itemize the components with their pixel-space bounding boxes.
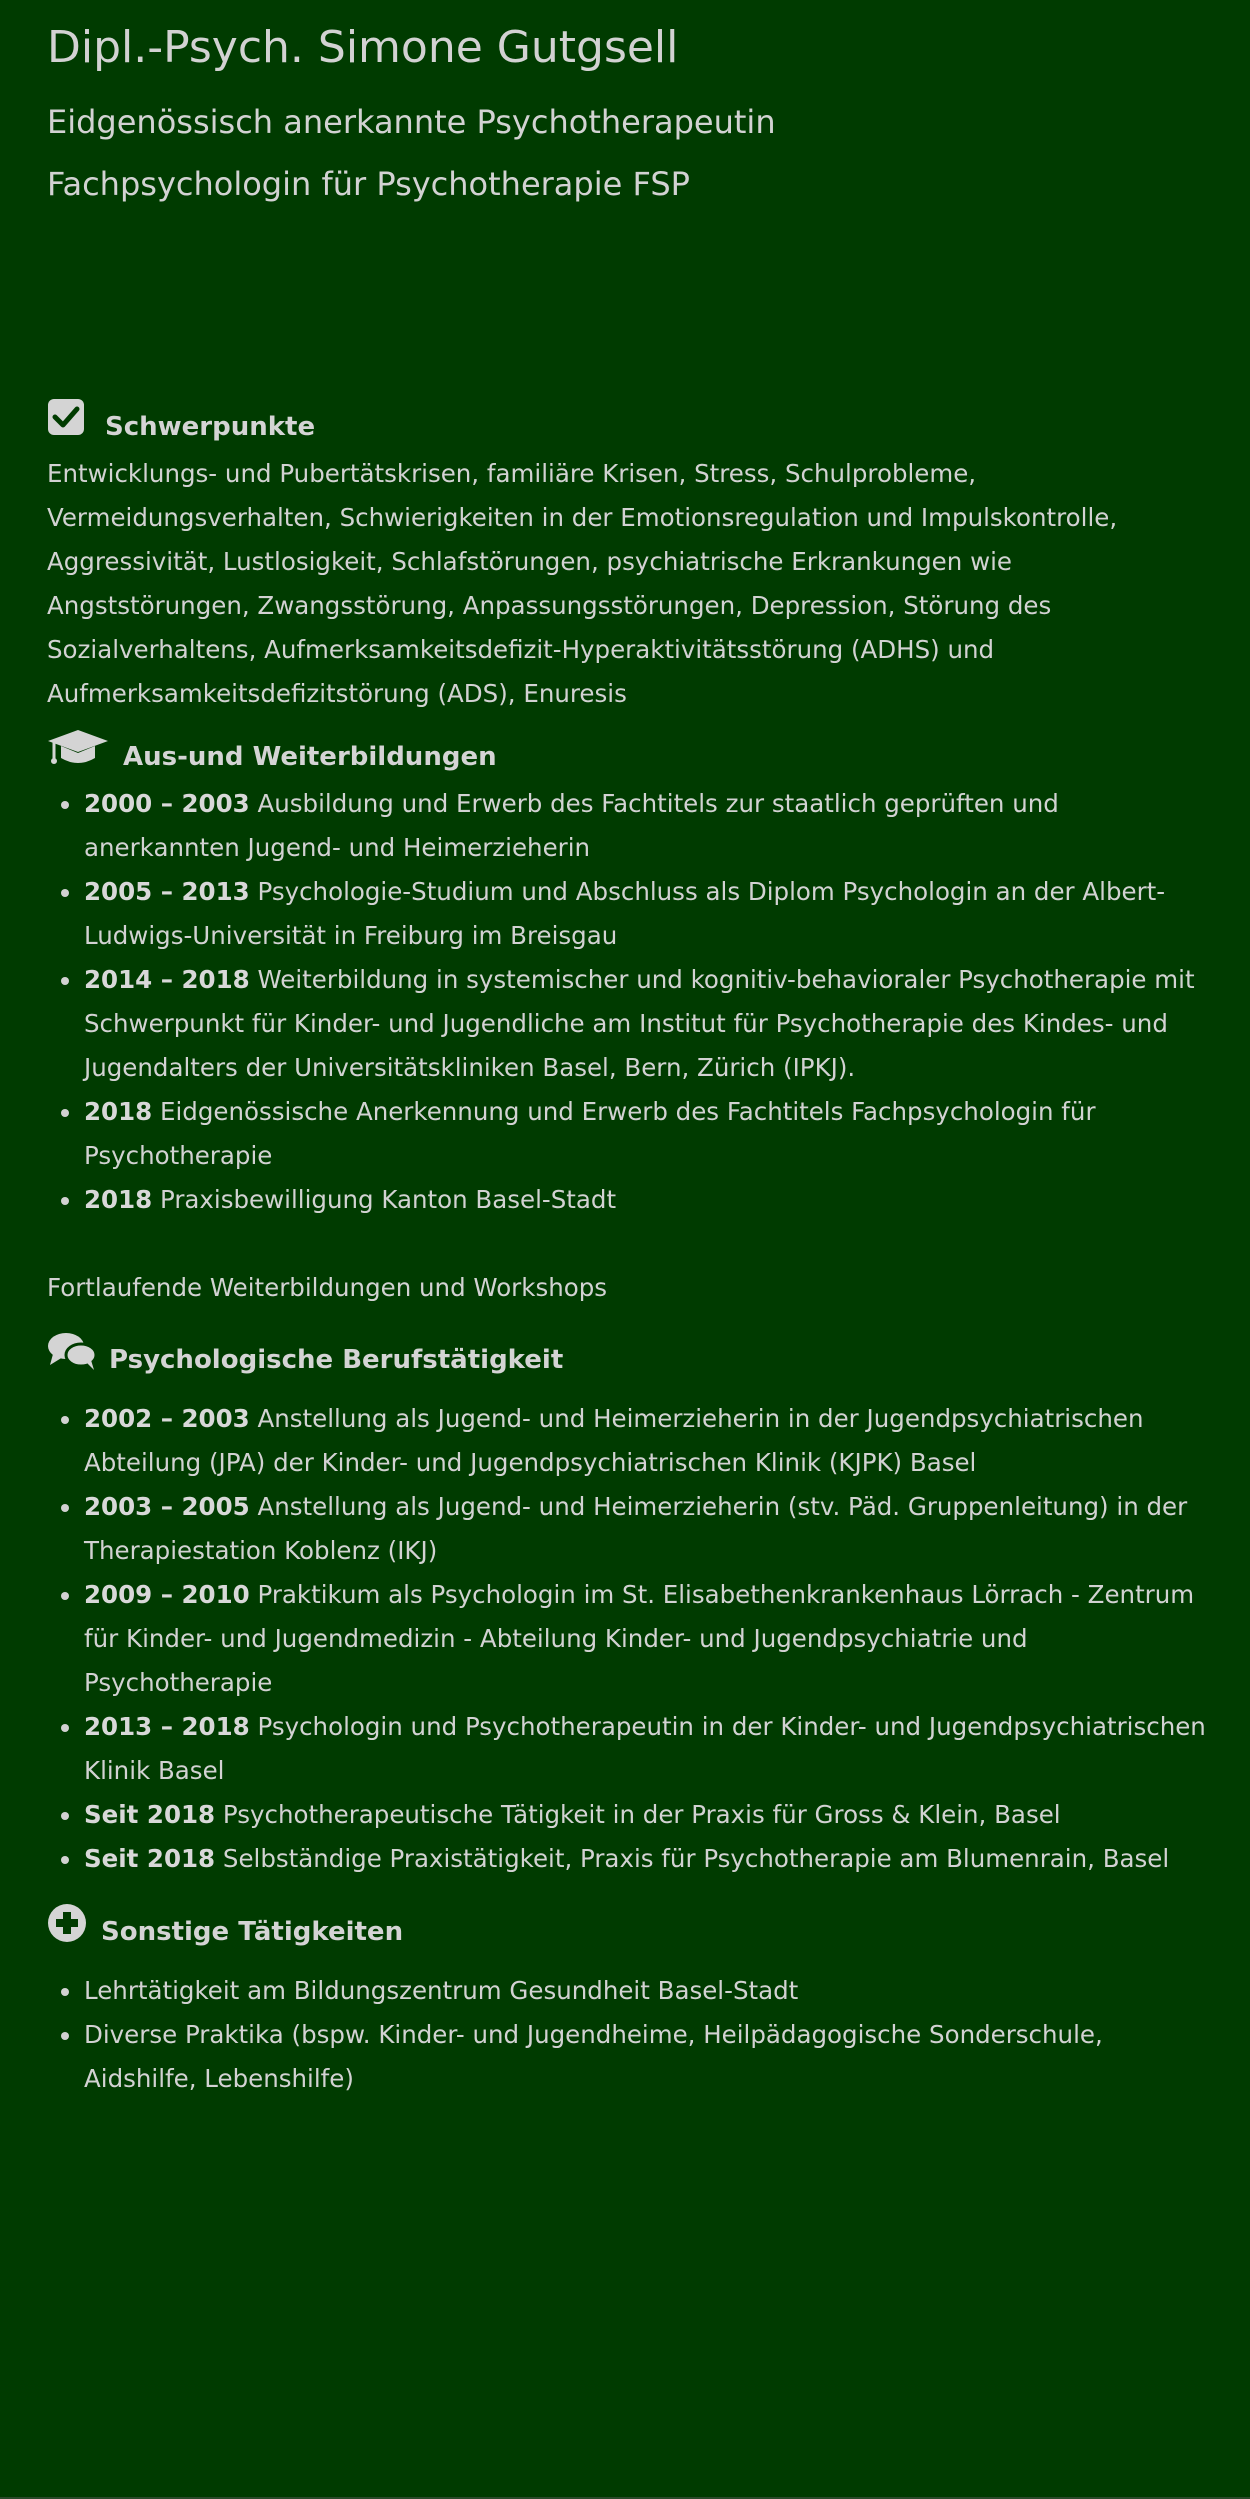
item-period: 2003 – 2005 xyxy=(84,1492,250,1521)
career-list xyxy=(47,1397,1207,1881)
subtitle-fsp: Fachpsychologin für Psychotherapie FSP xyxy=(47,165,690,203)
section-career xyxy=(47,1327,1207,1881)
graduation-cap-icon xyxy=(47,728,109,768)
item-text: Lehrtätigkeit am Bildungszentrum Gesundheit Basel-Stadt xyxy=(84,1976,799,2005)
item-period: 2002 – 2003 xyxy=(84,1404,250,1433)
item-text: Diverse Praktika (bspw. Kinder- und Jugendheime, Heilpädagogische Sonderschule, Aidshilfe, Lebenshilfe) xyxy=(84,2020,1103,2093)
item-text: Psychologin und Psychotherapeutin in der Kinder- und Jugendpsychiatrischen Klinik Basel xyxy=(84,1712,1206,1785)
section-title-other: Sonstige Tätigkeiten xyxy=(101,1917,404,1947)
section-heading xyxy=(47,394,1207,444)
section-focus xyxy=(47,394,1207,716)
education-list xyxy=(47,782,1207,1222)
item-text: Praktikum als Psychologin im St. Elisabethenkrankenhaus Lörrach - Zentrum für Kinder- und Jugendmedizin - Abteilung Kinder- und Jugendpsychiatrie und Psychotherapie xyxy=(84,1580,1195,1697)
list-item xyxy=(47,958,1207,1090)
item-text: Ausbildung und Erwerb des Fachtitels zur staatlich geprüften und anerkannten Jugend- und Heimerzieherin xyxy=(84,789,1059,862)
section-heading xyxy=(47,1327,1207,1377)
item-text: Anstellung als Jugend- und Heimerzieherin (stv. Päd. Gruppenleitung) in der Therapiestation Koblenz (IKJ) xyxy=(84,1492,1188,1565)
other-list xyxy=(47,1969,1207,2101)
subtitle-recognition: Eidgenössisch anerkannte Psychotherapeutin xyxy=(47,103,776,141)
list-item xyxy=(47,1485,1207,1573)
list-item xyxy=(47,1705,1207,1793)
section-other xyxy=(47,1899,1207,2101)
section-title-focus: Schwerpunkte xyxy=(105,412,316,442)
list-item xyxy=(47,1573,1207,1705)
list-item xyxy=(47,1793,1207,1837)
item-period: 2014 – 2018 xyxy=(84,965,250,994)
section-education xyxy=(47,724,1207,1310)
focus-text: Entwicklungs- und Pubertätskrisen, familiäre Krisen, Stress, Schulprobleme, Vermeidungsverhalten, Schwierigkeiten in der Emotionsregulation und Impulskontrolle, Aggressivität, Lustlosigkeit, Schlafstörungen, psychiatrische Erkrankungen wie Angststörungen, Zwangsstörung, Anpassungsstörungen, Depression, Störung des Sozialverhaltens, Aufmerksamkeitsdefizit-Hyperaktivitätsstörung (ADHS) und Aufmerksamkeitsdefizitstörung (ADS), Enuresis xyxy=(47,459,1118,708)
item-period: 2018 xyxy=(84,1097,153,1126)
item-text: Eidgenössische Anerkennung und Erwerb des Fachtitels Fachpsychologin für Psychotherapie xyxy=(84,1097,1096,1170)
plus-circle-icon xyxy=(47,1903,87,1943)
education-note: Fortlaufende Weiterbildungen und Workshops xyxy=(47,1273,608,1302)
page-title: Dipl.-Psych. Simone Gutgsell xyxy=(47,22,679,73)
section-title-education: Aus-und Weiterbildungen xyxy=(123,742,497,772)
item-period: Seit 2018 xyxy=(84,1800,216,1829)
list-item xyxy=(47,1090,1207,1178)
speech-bubbles-icon xyxy=(47,1331,97,1371)
list-item xyxy=(47,1178,1207,1222)
item-period: 2013 – 2018 xyxy=(84,1712,250,1741)
item-period: 2009 – 2010 xyxy=(84,1580,250,1609)
section-title-career: Psychologische Berufstätigkeit xyxy=(109,1345,564,1375)
list-item xyxy=(47,870,1207,958)
item-period: 2005 – 2013 xyxy=(84,877,250,906)
item-period: 2018 xyxy=(84,1185,153,1214)
section-heading xyxy=(47,1899,1207,1949)
item-period: Seit 2018 xyxy=(84,1844,216,1873)
item-text: Psychotherapeutische Tätigkeit in der Praxis für Gross & Klein, Basel xyxy=(222,1800,1061,1829)
list-item xyxy=(47,1837,1207,1881)
item-text: Psychologie-Studium und Abschluss als Diplom Psychologin an der Albert-Ludwigs-Universität in Freiburg im Breisgau xyxy=(84,877,1166,950)
item-text: Praxisbewilligung Kanton Basel-Stadt xyxy=(160,1185,617,1214)
item-text: Weiterbildung in systemischer und kognitiv-behavioraler Psychotherapie mit Schwerpunkt für Kinder- und Jugendliche am Institut für Psychotherapie des Kindes- und Jugendalters der Universitätskliniken Basel, Bern, Zürich (IPKJ). xyxy=(84,965,1195,1082)
item-text: Selbständige Praxistätigkeit, Praxis für Psychotherapie am Blumenrain, Basel xyxy=(222,1844,1170,1873)
checkbox-icon xyxy=(47,398,85,436)
list-item xyxy=(47,1969,1207,2013)
section-heading xyxy=(47,724,1207,774)
list-item xyxy=(47,782,1207,870)
item-text: Anstellung als Jugend- und Heimerzieherin in der Jugendpsychiatrischen Abteilung (JPA) der Kinder- und Jugendpsychiatrischen Klinik (KJPK) Basel xyxy=(84,1404,1144,1477)
list-item xyxy=(47,1397,1207,1485)
list-item xyxy=(47,2013,1207,2101)
item-period: 2000 – 2003 xyxy=(84,789,250,818)
